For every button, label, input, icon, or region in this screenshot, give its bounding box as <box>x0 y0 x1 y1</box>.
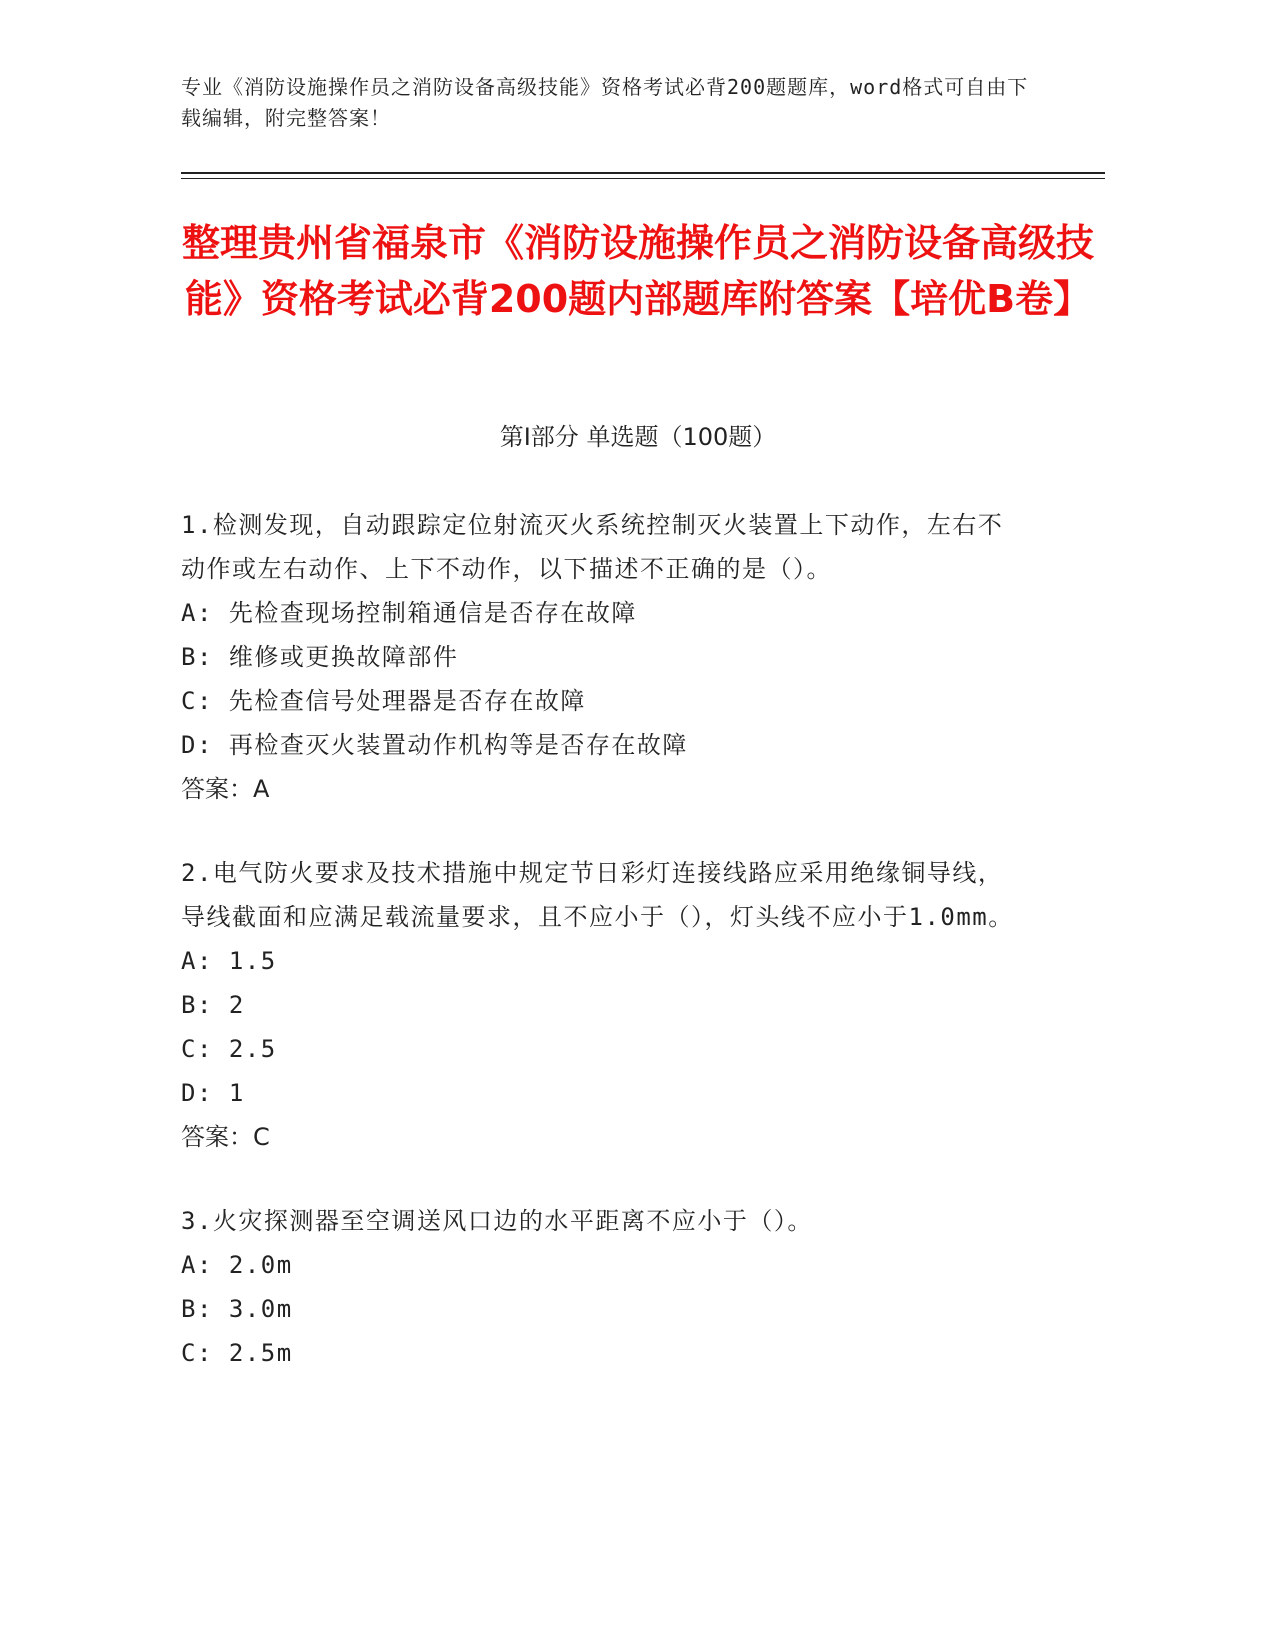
section-heading: 第Ⅰ部分 单选题（100题） <box>499 423 777 451</box>
header-divider-thick <box>181 172 1105 174</box>
option-b: B: 维修或更换故障部件 <box>181 643 459 671</box>
option-c: C: 2.5 <box>181 1035 277 1063</box>
header-note: 专业《消防设施操作员之消防设备高级技能》资格考试必背200题题库，word格式可自由下载编辑，附完整答案！ <box>181 75 1029 130</box>
option-b: B: 3.0m <box>181 1295 293 1323</box>
question-item-1 <box>181 503 1021 811</box>
option-c: C: 先检查信号处理器是否存在故障 <box>181 687 586 715</box>
option-c: C: 2.5m <box>181 1339 293 1367</box>
option-d: D: 再检查灭火装置动作机构等是否存在故障 <box>181 731 688 759</box>
answer-line: 答案：C <box>181 1123 270 1151</box>
option-b: B: 2 <box>181 991 245 1019</box>
header-divider-thin <box>181 178 1105 179</box>
answer-line: 答案：A <box>181 775 270 803</box>
option-a: A: 2.0m <box>181 1251 293 1279</box>
option-a: A: 先检查现场控制箱通信是否存在故障 <box>181 599 637 627</box>
question-item-2 <box>181 851 1021 1159</box>
option-a: A: 1.5 <box>181 947 277 975</box>
question-list <box>181 503 1021 1415</box>
question-stem: 3.火灾探测器至空调送风口边的水平距离不应小于（）。 <box>181 1207 813 1235</box>
question-stem: 1.检测发现，自动跟踪定位射流灭火系统控制灭火装置上下动作，左右不动作或左右动作、上下不动作，以下描述不正确的是（）。 <box>181 511 1004 583</box>
question-stem: 2.电气防火要求及技术措施中规定节日彩灯连接线路应采用绝缘铜导线，导线截面和应满足载流量要求，且不应小于（），灯头线不应小于1.0mm。 <box>181 859 1014 931</box>
document-title: 整理贵州省福泉市《消防设施操作员之消防设备高级技能》资格考试必背200题内部题库附答案【培优B卷】 <box>181 221 1094 321</box>
option-d: D: 1 <box>181 1079 245 1107</box>
question-item-3 <box>181 1199 1021 1375</box>
